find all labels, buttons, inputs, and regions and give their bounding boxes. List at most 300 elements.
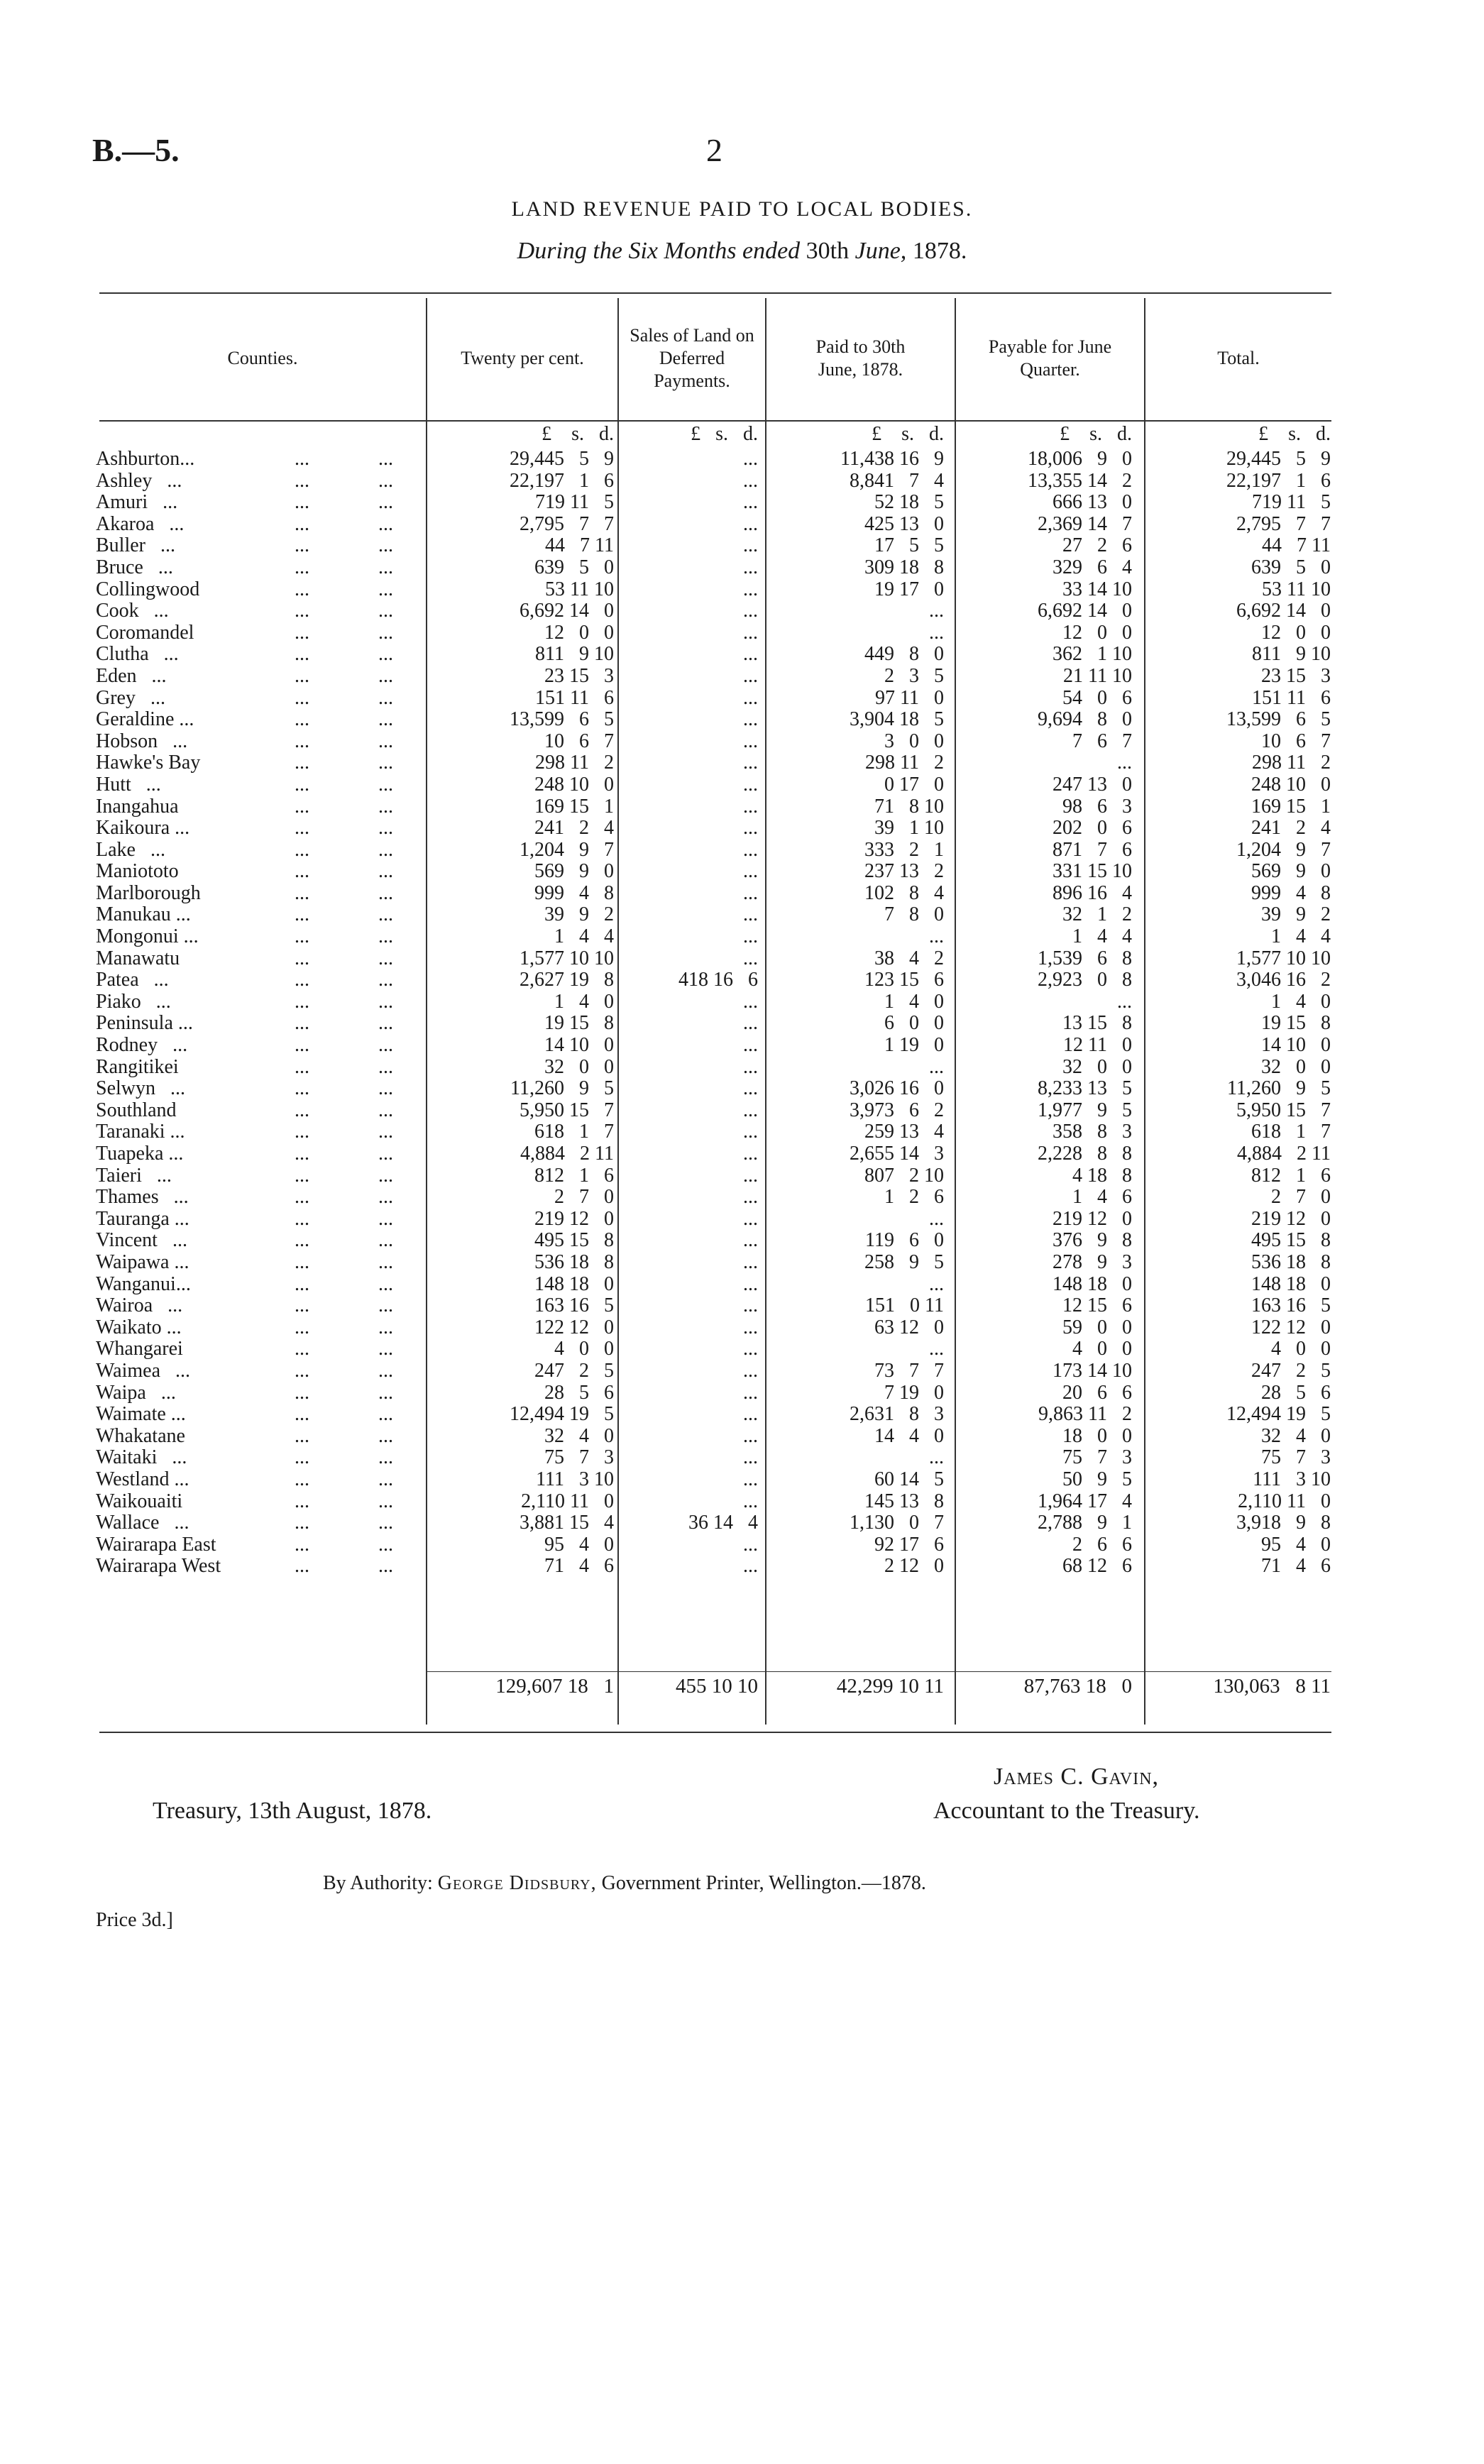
county-name: Clutha ... xyxy=(96,643,179,666)
leader-2: ... xyxy=(378,1512,393,1534)
table-row xyxy=(0,969,1484,991)
payable-value: 1 4 6 xyxy=(1072,1186,1132,1209)
leader-2: ... xyxy=(378,1468,393,1490)
printer-name: George Didsbury, xyxy=(437,1872,597,1894)
payable-value: 1,539 6 8 xyxy=(1038,947,1132,969)
payable-value: 13 15 8 xyxy=(1062,1012,1132,1035)
payable-value: 12 11 0 xyxy=(1063,1034,1132,1057)
leader-1: ... xyxy=(295,1229,309,1252)
county-name: Southland xyxy=(96,1099,177,1121)
table-row xyxy=(0,622,1484,644)
paid-value: 151 0 11 xyxy=(865,1294,944,1317)
leader-1: ... xyxy=(295,1403,309,1426)
county-name: Eden ... xyxy=(96,664,167,687)
paid-value: 2,655 14 3 xyxy=(850,1143,944,1165)
payable-value: 12 0 0 xyxy=(1062,621,1132,644)
sales-deferred-value: ... xyxy=(743,512,758,535)
leader-2: ... xyxy=(378,1338,393,1360)
county-name: Tuapeka ... xyxy=(96,1143,184,1165)
table-row xyxy=(0,1121,1484,1143)
leader-2: ... xyxy=(378,1099,393,1121)
total-value: 12 0 0 xyxy=(1261,621,1331,644)
total-value: 999 4 8 xyxy=(1251,881,1331,904)
document-code: B.—5. xyxy=(92,132,180,168)
paid-value: 92 17 6 xyxy=(874,1533,944,1556)
county-name: Wairarapa East xyxy=(96,1533,216,1556)
total-value: 151 11 6 xyxy=(1252,686,1331,709)
county-name: Tauranga ... xyxy=(96,1207,189,1230)
header-rule xyxy=(99,420,1331,422)
total-value: 53 11 10 xyxy=(1262,578,1331,600)
total-value: 248 10 0 xyxy=(1251,773,1331,796)
leader-2: ... xyxy=(378,881,393,904)
leader-1: ... xyxy=(295,1338,309,1360)
leader-2: ... xyxy=(378,1359,393,1382)
payable-value: 202 0 6 xyxy=(1052,817,1132,840)
total-value: 811 9 10 xyxy=(1252,643,1331,666)
leader-2: ... xyxy=(378,1143,393,1165)
sales-deferred-value: ... xyxy=(743,1338,758,1360)
leader-2: ... xyxy=(378,621,393,644)
payable-value: 871 7 6 xyxy=(1052,838,1132,861)
leader-2: ... xyxy=(378,578,393,600)
payable-value: 1,964 17 4 xyxy=(1038,1490,1132,1512)
twenty-per-cent-value: 4,884 2 11 xyxy=(520,1143,614,1165)
paid-value: 8,841 7 4 xyxy=(850,469,944,492)
county-name: Patea ... xyxy=(96,969,169,991)
table-row xyxy=(0,1447,1484,1469)
subtitle-year: 1878. xyxy=(912,238,967,264)
twenty-per-cent-value: 53 11 10 xyxy=(545,578,614,600)
table-row xyxy=(0,1013,1484,1035)
county-name: Waipawa ... xyxy=(96,1250,189,1273)
total-value: 247 2 5 xyxy=(1251,1359,1331,1382)
county-name: Buller ... xyxy=(96,534,175,557)
table-row xyxy=(0,449,1484,471)
table-row xyxy=(0,796,1484,818)
leader-2: ... xyxy=(378,1077,393,1100)
total-value: 13,599 6 5 xyxy=(1226,708,1331,731)
sales-deferred-value: ... xyxy=(743,881,758,904)
leader-2: ... xyxy=(378,838,393,861)
sales-deferred-value: ... xyxy=(743,1250,758,1273)
sales-deferred-value: ... xyxy=(743,1099,758,1121)
county-name: Selwyn ... xyxy=(96,1077,185,1100)
sales-deferred-value: ... xyxy=(743,795,758,818)
leader-2: ... xyxy=(378,643,393,666)
twenty-per-cent-value: 248 10 0 xyxy=(534,773,614,796)
table-row xyxy=(0,688,1484,710)
payable-value: 173 14 10 xyxy=(1052,1359,1132,1382)
county-name: Lake ... xyxy=(96,838,165,861)
leader-1: ... xyxy=(295,860,309,883)
payable-value: 329 6 4 xyxy=(1052,556,1132,578)
county-name: Maniototo xyxy=(96,860,179,883)
twenty-per-cent-value: 71 4 6 xyxy=(544,1555,614,1578)
county-name: Wallace ... xyxy=(96,1512,189,1534)
paid-value: 333 2 1 xyxy=(864,838,944,861)
sales-deferred-value: ... xyxy=(743,1446,758,1469)
paid-value: 11,438 16 9 xyxy=(840,448,944,470)
sales-deferred-value: 36 14 4 xyxy=(688,1512,758,1534)
sales-deferred-value: ... xyxy=(743,773,758,796)
sales-deferred-value: 418 16 6 xyxy=(678,969,758,991)
county-name: Hawke's Bay xyxy=(96,752,201,774)
county-name: Akaroa ... xyxy=(96,512,185,535)
county-name: Grey ... xyxy=(96,686,165,709)
paid-value: 19 17 0 xyxy=(874,578,944,600)
county-name: Waitaki ... xyxy=(96,1446,187,1469)
paid-value: 14 4 0 xyxy=(874,1424,944,1447)
paid-value: 425 13 0 xyxy=(864,512,944,535)
county-name: Rodney ... xyxy=(96,1034,188,1057)
payable-value: 18,006 9 0 xyxy=(1028,448,1132,470)
leader-1: ... xyxy=(295,491,309,514)
sales-deferred-value: ... xyxy=(743,1229,758,1252)
leader-1: ... xyxy=(295,534,309,557)
paid-value: 17 5 5 xyxy=(874,534,944,557)
table-row xyxy=(0,535,1484,557)
table-row xyxy=(0,579,1484,601)
leader-1: ... xyxy=(295,1034,309,1057)
sales-deferred-value: ... xyxy=(743,621,758,644)
payable-value: 2,788 9 1 xyxy=(1038,1512,1132,1534)
leader-1: ... xyxy=(295,969,309,991)
leader-2: ... xyxy=(378,1533,393,1556)
paid-value: 449 8 0 xyxy=(864,643,944,666)
paid-value: 258 9 5 xyxy=(864,1250,944,1273)
sales-deferred-value: ... xyxy=(743,860,758,883)
payable-value: 33 14 10 xyxy=(1062,578,1132,600)
paid-value: 145 13 8 xyxy=(864,1490,944,1512)
leader-1: ... xyxy=(295,556,309,578)
county-name: Manawatu xyxy=(96,947,180,969)
leader-2: ... xyxy=(378,1121,393,1143)
payable-value: 18 0 0 xyxy=(1062,1424,1132,1447)
payable-value: 27 2 6 xyxy=(1062,534,1132,557)
leader-1: ... xyxy=(295,600,309,622)
twenty-per-cent-value: 29,445 5 9 xyxy=(510,448,614,470)
twenty-per-cent-value: 148 18 0 xyxy=(534,1272,614,1295)
county-name: Cook ... xyxy=(96,600,169,622)
county-name: Waikouaiti xyxy=(96,1490,183,1512)
sales-deferred-value: ... xyxy=(743,1490,758,1512)
sales-deferred-value: ... xyxy=(743,491,758,514)
signer-name: James C. Gavin, xyxy=(994,1764,1160,1790)
payable-value: 13,355 14 2 xyxy=(1028,469,1132,492)
paid-value: ... xyxy=(929,925,944,948)
paid-value: 1 19 0 xyxy=(884,1034,944,1057)
leader-2: ... xyxy=(378,448,393,470)
county-name: Coromandel xyxy=(96,621,194,644)
paid-value: 0 17 0 xyxy=(884,773,944,796)
total-value: 1 4 0 xyxy=(1271,990,1331,1013)
subtitle-date: 30th xyxy=(806,238,850,264)
table-row xyxy=(0,600,1484,622)
table-row xyxy=(0,1512,1484,1534)
total-value: 1 4 4 xyxy=(1271,925,1331,948)
table-row xyxy=(0,709,1484,731)
table-row xyxy=(0,1338,1484,1360)
total-value: 10 6 7 xyxy=(1261,730,1331,752)
sales-deferred-value: ... xyxy=(743,1359,758,1382)
county-name: Ashley ... xyxy=(96,469,182,492)
place-date: Treasury, 13th August, 1878. xyxy=(153,1798,432,1824)
paid-value: 73 7 7 xyxy=(874,1359,944,1382)
table-row xyxy=(0,1469,1484,1491)
twenty-per-cent-value: 28 5 6 xyxy=(544,1381,614,1404)
payable-value: 32 1 2 xyxy=(1062,903,1132,926)
twenty-per-cent-value: 618 1 7 xyxy=(534,1121,614,1143)
table-row xyxy=(0,1295,1484,1317)
payable-value: 2,369 14 7 xyxy=(1038,512,1132,535)
twenty-per-cent-value: 719 11 5 xyxy=(535,491,614,514)
leader-2: ... xyxy=(378,1403,393,1426)
total-value: 1,204 9 7 xyxy=(1236,838,1331,861)
sales-deferred-value: ... xyxy=(743,1034,758,1057)
twenty-per-cent-value: 1 4 0 xyxy=(554,990,614,1013)
table-row xyxy=(0,818,1484,840)
leader-2: ... xyxy=(378,1034,393,1057)
county-name: Marlborough xyxy=(96,881,201,904)
leader-1: ... xyxy=(295,1316,309,1338)
paid-value: ... xyxy=(929,1446,944,1469)
table-row xyxy=(0,1491,1484,1513)
sales-deferred-value: ... xyxy=(743,838,758,861)
twenty-per-cent-value: 44 7 11 xyxy=(545,534,614,557)
county-name: Wairoa ... xyxy=(96,1294,183,1317)
payable-value: 358 8 3 xyxy=(1052,1121,1132,1143)
leader-2: ... xyxy=(378,664,393,687)
unit-label-payable: £ s. d. xyxy=(1060,423,1132,445)
sales-deferred-value: ... xyxy=(743,752,758,774)
total-value: 19 15 8 xyxy=(1261,1012,1331,1035)
table-body xyxy=(0,449,1484,1578)
total-value: 11,260 9 5 xyxy=(1227,1077,1331,1100)
total-value: 536 18 8 xyxy=(1251,1250,1331,1273)
leader-1: ... xyxy=(295,1250,309,1273)
payable-value: 20 6 6 xyxy=(1062,1381,1132,1404)
header-paid-to: Paid to 30th June, 1878. xyxy=(815,336,906,380)
twenty-per-cent-value: 219 12 0 xyxy=(534,1207,614,1230)
total-value: 495 15 8 xyxy=(1251,1229,1331,1252)
paid-value: 97 11 0 xyxy=(875,686,944,709)
sales-deferred-value: ... xyxy=(743,1403,758,1426)
sales-deferred-value: ... xyxy=(743,1207,758,1230)
table-row xyxy=(0,471,1484,493)
total-value: 2 7 0 xyxy=(1271,1186,1331,1209)
total-value: 1,577 10 10 xyxy=(1236,947,1331,969)
leader-1: ... xyxy=(295,1077,309,1100)
leader-2: ... xyxy=(378,1316,393,1338)
payable-value: 6,692 14 0 xyxy=(1038,600,1132,622)
county-name: Whangarei xyxy=(96,1338,183,1360)
twenty-per-cent-value: 39 9 2 xyxy=(544,903,614,926)
sales-deferred-value: ... xyxy=(743,1533,758,1556)
leader-1: ... xyxy=(295,1012,309,1035)
leader-1: ... xyxy=(295,469,309,492)
twenty-per-cent-value: 169 15 1 xyxy=(534,795,614,818)
total-value: 111 3 10 xyxy=(1253,1468,1331,1490)
twenty-per-cent-value: 6,692 14 0 xyxy=(520,600,614,622)
table-row xyxy=(0,1230,1484,1252)
payable-value: 12 15 6 xyxy=(1062,1294,1132,1317)
twenty-per-cent-value: 14 10 0 xyxy=(544,1034,614,1057)
leader-2: ... xyxy=(378,491,393,514)
header-total: Total. xyxy=(1217,348,1260,368)
total-value: 148 18 0 xyxy=(1251,1272,1331,1295)
twenty-per-cent-value: 95 4 0 xyxy=(544,1533,614,1556)
county-name: Ashburton... xyxy=(96,448,195,470)
table-row xyxy=(0,1165,1484,1187)
sales-deferred-value: ... xyxy=(743,947,758,969)
twenty-per-cent-value: 1 4 4 xyxy=(554,925,614,948)
header-sales-deferred: Sales of Land on Deferred Payments. xyxy=(630,325,754,391)
total-value: 6,692 14 0 xyxy=(1236,600,1331,622)
twenty-per-cent-value: 151 11 6 xyxy=(535,686,614,709)
table-row xyxy=(0,1556,1484,1578)
leader-2: ... xyxy=(378,600,393,622)
sales-deferred-value: ... xyxy=(743,1121,758,1143)
total-value: 2,795 7 7 xyxy=(1236,512,1331,535)
page-subtitle xyxy=(0,238,1484,265)
county-name: Taranaki ... xyxy=(96,1121,185,1143)
total-value: 29,445 5 9 xyxy=(1226,448,1331,470)
total-twenty: 129,607 18 1 xyxy=(495,1675,614,1698)
table-row xyxy=(0,1404,1484,1426)
total-value: 241 2 4 xyxy=(1251,817,1331,840)
leader-1: ... xyxy=(295,925,309,948)
table-row xyxy=(0,861,1484,883)
county-name: Collingwood xyxy=(96,578,200,600)
county-name: Mongonui ... xyxy=(96,925,199,948)
twenty-per-cent-value: 2,110 11 0 xyxy=(521,1490,614,1512)
county-name: Manukau ... xyxy=(96,903,191,926)
leader-2: ... xyxy=(378,556,393,578)
leader-1: ... xyxy=(295,1207,309,1230)
leader-2: ... xyxy=(378,969,393,991)
sales-deferred-value: ... xyxy=(743,730,758,752)
leader-2: ... xyxy=(378,903,393,926)
table-row xyxy=(0,1534,1484,1556)
total-value: 39 9 2 xyxy=(1261,903,1331,926)
total-value: 569 9 0 xyxy=(1251,860,1331,883)
table-row xyxy=(0,1382,1484,1404)
leader-2: ... xyxy=(378,1164,393,1187)
twenty-per-cent-value: 75 7 3 xyxy=(544,1446,614,1469)
leader-1: ... xyxy=(295,795,309,818)
sales-deferred-value: ... xyxy=(743,534,758,557)
leader-1: ... xyxy=(295,773,309,796)
twenty-per-cent-value: 13,599 6 5 xyxy=(510,708,614,731)
leader-1: ... xyxy=(295,643,309,666)
paid-value: 7 19 0 xyxy=(884,1381,944,1404)
total-value: 44 7 11 xyxy=(1262,534,1331,557)
county-name: Piako ... xyxy=(96,990,171,1013)
leader-2: ... xyxy=(378,773,393,796)
leader-2: ... xyxy=(378,1381,393,1404)
twenty-per-cent-value: 811 9 10 xyxy=(535,643,614,666)
twenty-per-cent-value: 569 9 0 xyxy=(534,860,614,883)
total-paid: 42,299 10 11 xyxy=(836,1675,944,1698)
leader-2: ... xyxy=(378,686,393,709)
paid-value: ... xyxy=(929,1207,944,1230)
paid-value: 2,631 8 3 xyxy=(850,1403,944,1426)
total-value: 298 11 2 xyxy=(1252,752,1331,774)
county-name: Hobson ... xyxy=(96,730,188,752)
leader-2: ... xyxy=(378,512,393,535)
printer-prefix: By Authority: xyxy=(323,1872,433,1894)
table-row xyxy=(0,1209,1484,1231)
leader-1: ... xyxy=(295,1143,309,1165)
twenty-per-cent-value: 999 4 8 xyxy=(534,881,614,904)
sales-deferred-value: ... xyxy=(743,708,758,731)
sales-deferred-value: ... xyxy=(743,1381,758,1404)
payable-value: 9,694 8 0 xyxy=(1038,708,1132,731)
leader-1: ... xyxy=(295,752,309,774)
table-row xyxy=(0,1317,1484,1339)
paid-value: 102 8 4 xyxy=(864,881,944,904)
header-twenty-per-cent: Twenty per cent. xyxy=(461,348,584,368)
paid-value: 1,130 0 7 xyxy=(850,1512,944,1534)
total-value: 2,110 11 0 xyxy=(1238,1490,1331,1512)
sales-deferred-value: ... xyxy=(743,1272,758,1295)
sales-deferred-value: ... xyxy=(743,990,758,1013)
leader-2: ... xyxy=(378,752,393,774)
payable-value: 98 6 3 xyxy=(1062,795,1132,818)
county-name: Hutt ... xyxy=(96,773,161,796)
twenty-per-cent-value: 10 6 7 xyxy=(544,730,614,752)
twenty-per-cent-value: 2,627 19 8 xyxy=(520,969,614,991)
twenty-per-cent-value: 122 12 0 xyxy=(534,1316,614,1338)
leader-1: ... xyxy=(295,1446,309,1469)
leader-2: ... xyxy=(378,925,393,948)
paid-value: 3,904 18 5 xyxy=(850,708,944,731)
table-row xyxy=(0,1274,1484,1296)
leader-2: ... xyxy=(378,817,393,840)
leader-2: ... xyxy=(378,1055,393,1078)
county-name: Bruce ... xyxy=(96,556,173,578)
paid-value: 38 4 2 xyxy=(874,947,944,969)
table-row xyxy=(0,1035,1484,1057)
twenty-per-cent-value: 812 1 6 xyxy=(534,1164,614,1187)
paid-value: 63 12 0 xyxy=(874,1316,944,1338)
county-name: Amuri ... xyxy=(96,491,178,514)
paid-value: 807 2 10 xyxy=(864,1164,944,1187)
county-name: Wanganui... xyxy=(96,1272,191,1295)
total-value: 122 12 0 xyxy=(1251,1316,1331,1338)
leader-1: ... xyxy=(295,1468,309,1490)
leader-1: ... xyxy=(295,730,309,752)
leader-1: ... xyxy=(295,1512,309,1534)
payable-value: 247 13 0 xyxy=(1052,773,1132,796)
payable-value: 331 15 10 xyxy=(1052,860,1132,883)
table-row xyxy=(0,904,1484,926)
total-value: 618 1 7 xyxy=(1251,1121,1331,1143)
total-value: 14 10 0 xyxy=(1261,1034,1331,1057)
leader-1: ... xyxy=(295,1424,309,1447)
leader-1: ... xyxy=(295,1555,309,1578)
paid-value: 6 0 0 xyxy=(884,1012,944,1035)
table-row xyxy=(0,1187,1484,1209)
leader-1: ... xyxy=(295,1121,309,1143)
leader-1: ... xyxy=(295,1490,309,1512)
paid-value: 123 15 6 xyxy=(864,969,944,991)
payable-value: 75 7 3 xyxy=(1062,1446,1132,1469)
table-bottom-rule xyxy=(99,1732,1331,1733)
payable-value: 376 9 8 xyxy=(1052,1229,1132,1252)
county-name: Taieri ... xyxy=(96,1164,172,1187)
